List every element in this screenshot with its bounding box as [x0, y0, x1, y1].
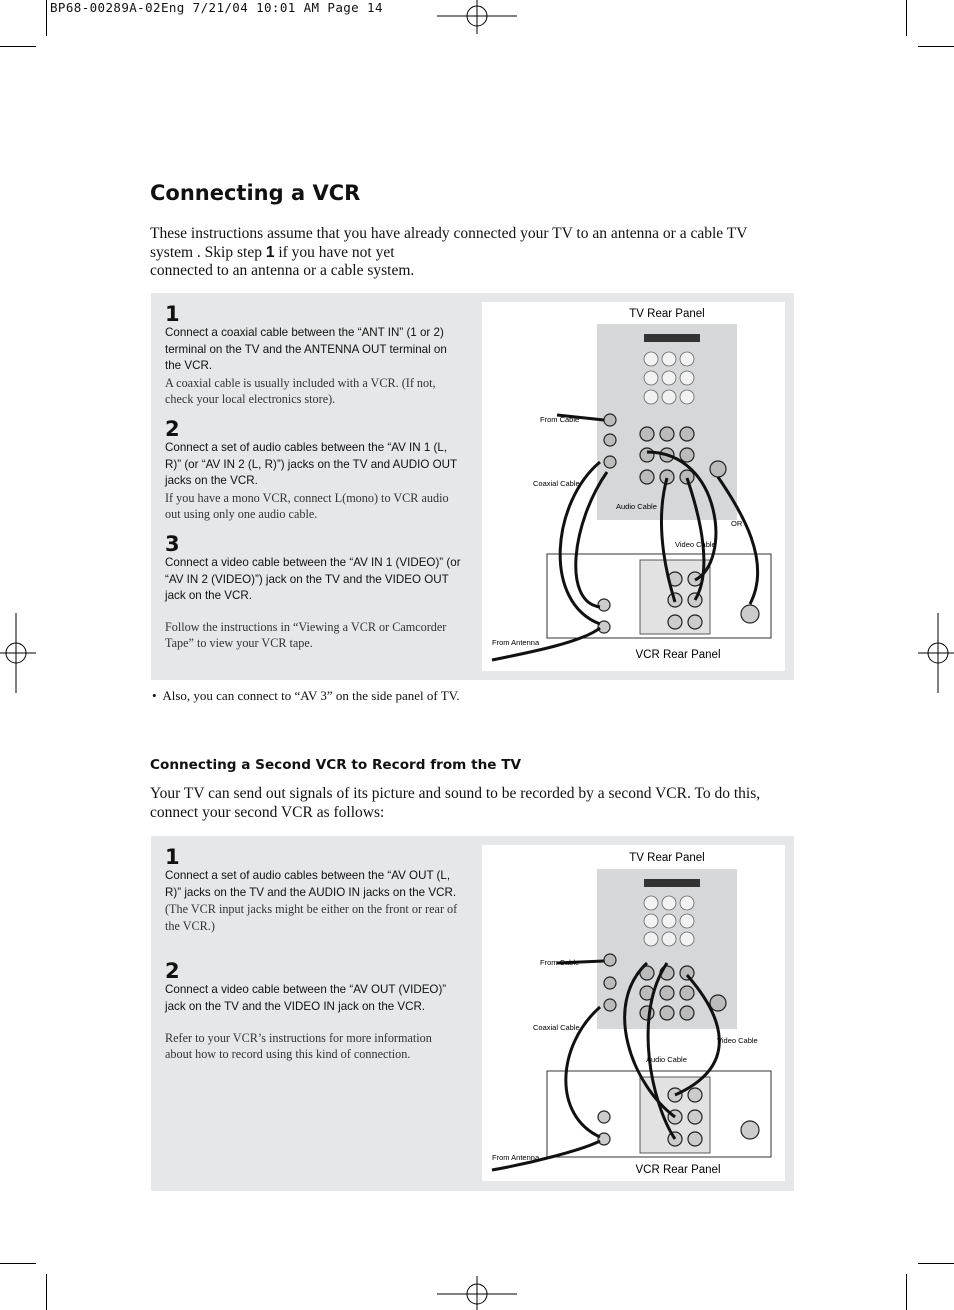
step-number: 1	[165, 302, 180, 326]
section-intro: Your TV can send out signals of its picture and sound to be recorded by a second VCR. To do this, connect your second VCR as follows:	[150, 785, 761, 821]
crop-mark	[918, 1263, 954, 1264]
crop-mark	[46, 1274, 47, 1310]
bullet-text: Also, you can connect to “AV 3” on the side panel of TV.	[162, 688, 460, 703]
vcr-rear-panel-label: VCR Rear Panel	[635, 649, 721, 661]
crop-mark	[0, 1263, 36, 1264]
step-instruction: Connect a video cable between the “AV OUT (VIDEO)” jack on the TV and the VIDEO IN jack on the VCR.	[165, 983, 447, 1013]
from-cable-label: From Cable	[540, 958, 580, 967]
footer-note: Refer to your VCR’s instructions for more information about how to record using this kind of connection.	[165, 1030, 432, 1062]
bullet-note: • Also, you can connect to “AV 3” on the side panel of TV.	[152, 688, 460, 703]
coaxial-cable-label: Coaxial Cable	[533, 1023, 580, 1032]
diagram-svg-1	[482, 302, 785, 671]
intro-text-2: if you have not yet	[274, 243, 395, 261]
av-in-out-header	[644, 879, 700, 887]
connection-diagram-2	[482, 845, 785, 1181]
intro-paragraph	[150, 225, 790, 281]
from-antenna-label: From Antenna	[492, 638, 540, 647]
av-jack-grid	[644, 352, 694, 404]
crop-mark	[906, 0, 907, 36]
step-2	[165, 960, 461, 1015]
audio-cable-label: Audio Cable	[616, 502, 657, 511]
step-3	[165, 533, 461, 605]
print-slug: BP68-00289A-02Eng 7/21/04 10:01 AM Page 14	[50, 0, 383, 15]
page-title: Connecting a VCR	[150, 181, 361, 205]
registration-mark-bottom	[437, 1276, 517, 1310]
intro-step-ref: 1	[265, 243, 275, 261]
video-cable-label: Video Cable	[717, 1036, 758, 1045]
av-jack-grid	[644, 896, 694, 946]
audio-cable-label: Audio Cable	[646, 1055, 687, 1064]
steps-list-1	[165, 303, 461, 652]
step-instruction: Connect a video cable between the “AV IN 1 (VIDEO)” (or “AV IN 2 (VIDEO)”) jack on the TV and the VIDEO OUT jack on the VCR.	[165, 555, 461, 603]
registration-mark-top	[437, 0, 517, 34]
av-in-out-header	[644, 334, 700, 342]
step-number: 2	[165, 959, 180, 984]
registration-mark-right	[918, 613, 954, 693]
step-note: If you have a mono VCR, connect L(mono) to VCR audio out using only one audio cable.	[165, 490, 449, 522]
diagram-svg-2	[482, 845, 785, 1181]
from-cable-label: From Cable	[540, 415, 580, 424]
vcr-rear-panel-label: VCR Rear Panel	[635, 1164, 721, 1176]
or-label: OR	[731, 519, 743, 528]
registration-mark-left	[0, 613, 36, 693]
instruction-panel-2	[151, 836, 794, 1191]
step-number: 3	[165, 531, 180, 556]
from-antenna-label: From Antenna	[492, 1153, 540, 1162]
tv-rear-panel-label: TV Rear Panel	[629, 308, 705, 320]
crop-mark	[918, 46, 954, 47]
steps-list-2	[165, 846, 461, 1063]
intro-text-1: These instructions assume that you have already connected your TV to an antenna or a cable TV system . Skip step	[150, 225, 748, 261]
step-note: A coaxial cable is usually included with a VCR. (If not, check your local electronics store).	[165, 375, 436, 407]
instruction-panel-1	[151, 293, 794, 680]
step-instruction: Connect a coaxial cable between the “ANT IN” (1 or 2) terminal on the TV and the ANTENNA OUT terminal on the VCR.	[165, 326, 447, 373]
step-number: 2	[165, 416, 180, 441]
tv-rear-panel-label: TV Rear Panel	[629, 852, 705, 864]
step-instruction: Connect a set of audio cables between the “AV OUT (L, R)” jacks on the TV and the AUDIO IN jacks on the VCR.	[165, 869, 457, 899]
coaxial-cable-label: Coaxial Cable	[533, 479, 580, 488]
video-cable-label: Video Cable	[675, 540, 716, 549]
step-1	[165, 303, 461, 408]
step-note: (The VCR input jacks might be either on the front or rear of the VCR.)	[165, 902, 458, 933]
step-instruction: Connect a set of audio cables between the “AV IN 1 (L, R)” (or “AV IN 2 (L, R)”) jacks on the TV and AUDIO OUT jacks on the VCR.	[165, 440, 457, 488]
step-number: 1	[165, 845, 180, 869]
crop-mark	[46, 0, 47, 36]
intro-text-3: connected to an antenna or a cable system.	[150, 262, 415, 279]
connection-diagram-1	[482, 302, 785, 671]
footer-note: Follow the instructions in “Viewing a VCR or Camcorder Tape” to view your VCR tape.	[165, 619, 447, 651]
step-1	[165, 846, 461, 934]
section-heading: Connecting a Second VCR to Record from the TV	[150, 757, 521, 773]
crop-mark	[906, 1274, 907, 1310]
crop-mark	[0, 46, 36, 47]
step-2	[165, 418, 461, 523]
